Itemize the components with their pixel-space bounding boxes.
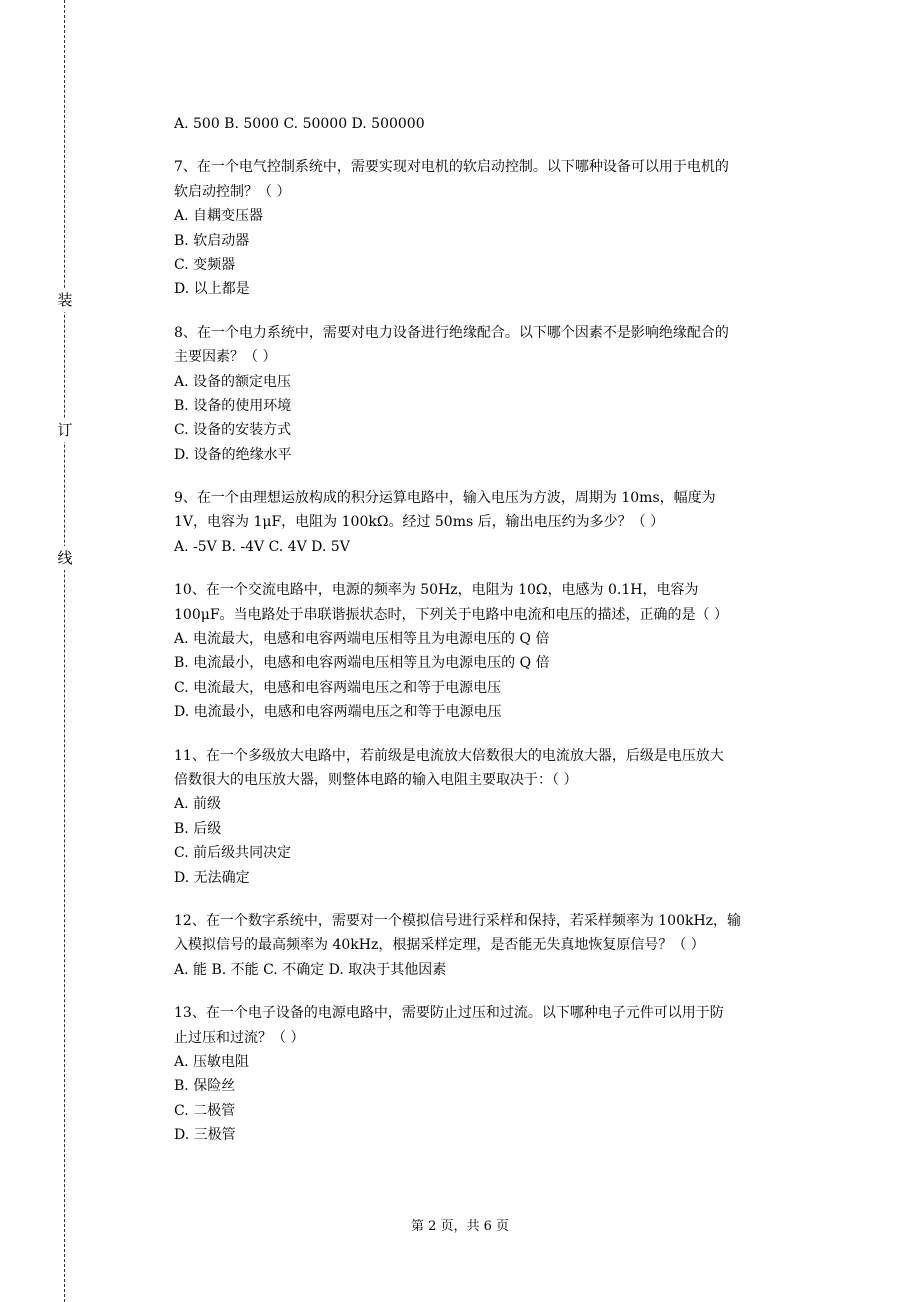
question-text: 主要因素？（ ） xyxy=(174,349,277,366)
answer-option: B. 电流最小，电感和电容两端电压相等且为电源电压的 Q 倍 xyxy=(174,655,550,672)
answer-option: A. 500 B. 5000 C. 50000 D. 500000 xyxy=(174,116,425,132)
question-text: 9、在一个由理想运放构成的积分运算电路中，输入电压为方波，周期为 10ms，幅度为 xyxy=(174,490,716,507)
answer-option: C. 前后级共同决定 xyxy=(174,845,292,862)
question-block xyxy=(174,744,814,890)
answer-option: D. 以上都是 xyxy=(174,281,250,298)
binding-mark-xian: 线 xyxy=(55,546,75,570)
answer-option: D. 无法确定 xyxy=(174,869,250,886)
answer-option: A. 电流最大，电感和电容两端电压相等且为电源电压的 Q 倍 xyxy=(174,631,550,648)
binding-mark-zhuang: 装 xyxy=(55,288,75,312)
question-text: 8、在一个电力系统中，需要对电力设备进行绝缘配合。以下哪个因素不是影响绝缘配合的 xyxy=(174,324,729,341)
question-block xyxy=(174,1001,814,1147)
answer-option: C. 设备的安装方式 xyxy=(174,422,292,439)
page-footer: 第 2 页，共 6 页 xyxy=(410,1219,510,1234)
answer-option: C. 二极管 xyxy=(174,1102,236,1119)
answer-option: C. 变频器 xyxy=(174,256,236,273)
answer-option: D. 设备的绝缘水平 xyxy=(174,446,292,463)
answer-option: D. 电流最小，电感和电容两端电压之和等于电源电压 xyxy=(174,704,502,721)
answer-option: B. 软启动器 xyxy=(174,232,250,249)
answer-option: B. 保险丝 xyxy=(174,1078,236,1095)
question-block xyxy=(174,486,814,559)
question-text: 倍数很大的电压放大器，则整体电路的输入电阻主要取决于：（ ） xyxy=(174,771,578,788)
question-list xyxy=(174,112,814,1166)
question-text: 入模拟信号的最高频率为 40kHz，根据采样定理，是否能无失真地恢复原信号？（ ） xyxy=(174,937,705,954)
answer-option: B. 设备的使用环境 xyxy=(174,397,292,414)
answer-option: A. 压敏电阻 xyxy=(174,1053,250,1070)
question-text: 13、在一个电子设备的电源电路中，需要防止过压和过流。以下哪种电子元件可以用于防 xyxy=(174,1005,724,1022)
question-text: 11、在一个多级放大电路中，若前级是电流放大倍数很大的电流放大器，后级是电压放大 xyxy=(174,747,724,764)
binding-mark-ding: 订 xyxy=(55,418,75,442)
question-block xyxy=(174,909,814,982)
question-text: 1V，电容为 1μF，电阻为 100kΩ。经过 50ms 后，输出电压约为多少？（ ） xyxy=(174,514,665,531)
question-block xyxy=(174,578,814,724)
question-block xyxy=(174,155,814,301)
question-text: 12、在一个数字系统中，需要对一个模拟信号进行采样和保持，若采样频率为 100kHz，输 xyxy=(174,912,742,929)
binding-dashed-line xyxy=(64,0,65,1302)
answer-option: B. 后级 xyxy=(174,820,222,837)
question-text: 止过压和过流？（ ） xyxy=(174,1029,305,1046)
answer-option: A. 设备的额定电压 xyxy=(174,373,292,390)
question-text: 10、在一个交流电路中，电源的频率为 50Hz，电阻为 10Ω，电感为 0.1H，电容为 xyxy=(174,582,699,599)
question-block xyxy=(174,112,814,136)
answer-option: A. -5V B. -4V C. 4V D. 5V xyxy=(174,538,350,555)
answer-option: C. 电流最大，电感和电容两端电压之和等于电源电压 xyxy=(174,679,502,696)
question-text: 7、在一个电气控制系统中，需要实现对电机的软启动控制。以下哪种设备可以用于电机的 xyxy=(174,159,729,176)
question-block xyxy=(174,321,814,467)
answer-option: D. 三极管 xyxy=(174,1127,236,1144)
question-text: 100μF。当电路处于串联谐振状态时，下列关于电路中电流和电压的描述，正确的是（ ） xyxy=(174,606,728,623)
answer-option: A. 能 B. 不能 C. 不确定 D. 取决于其他因素 xyxy=(174,961,447,978)
answer-option: A. 自耦变压器 xyxy=(174,208,264,225)
answer-option: A. 前级 xyxy=(174,796,222,813)
question-text: 软启动控制？（ ） xyxy=(174,183,291,200)
